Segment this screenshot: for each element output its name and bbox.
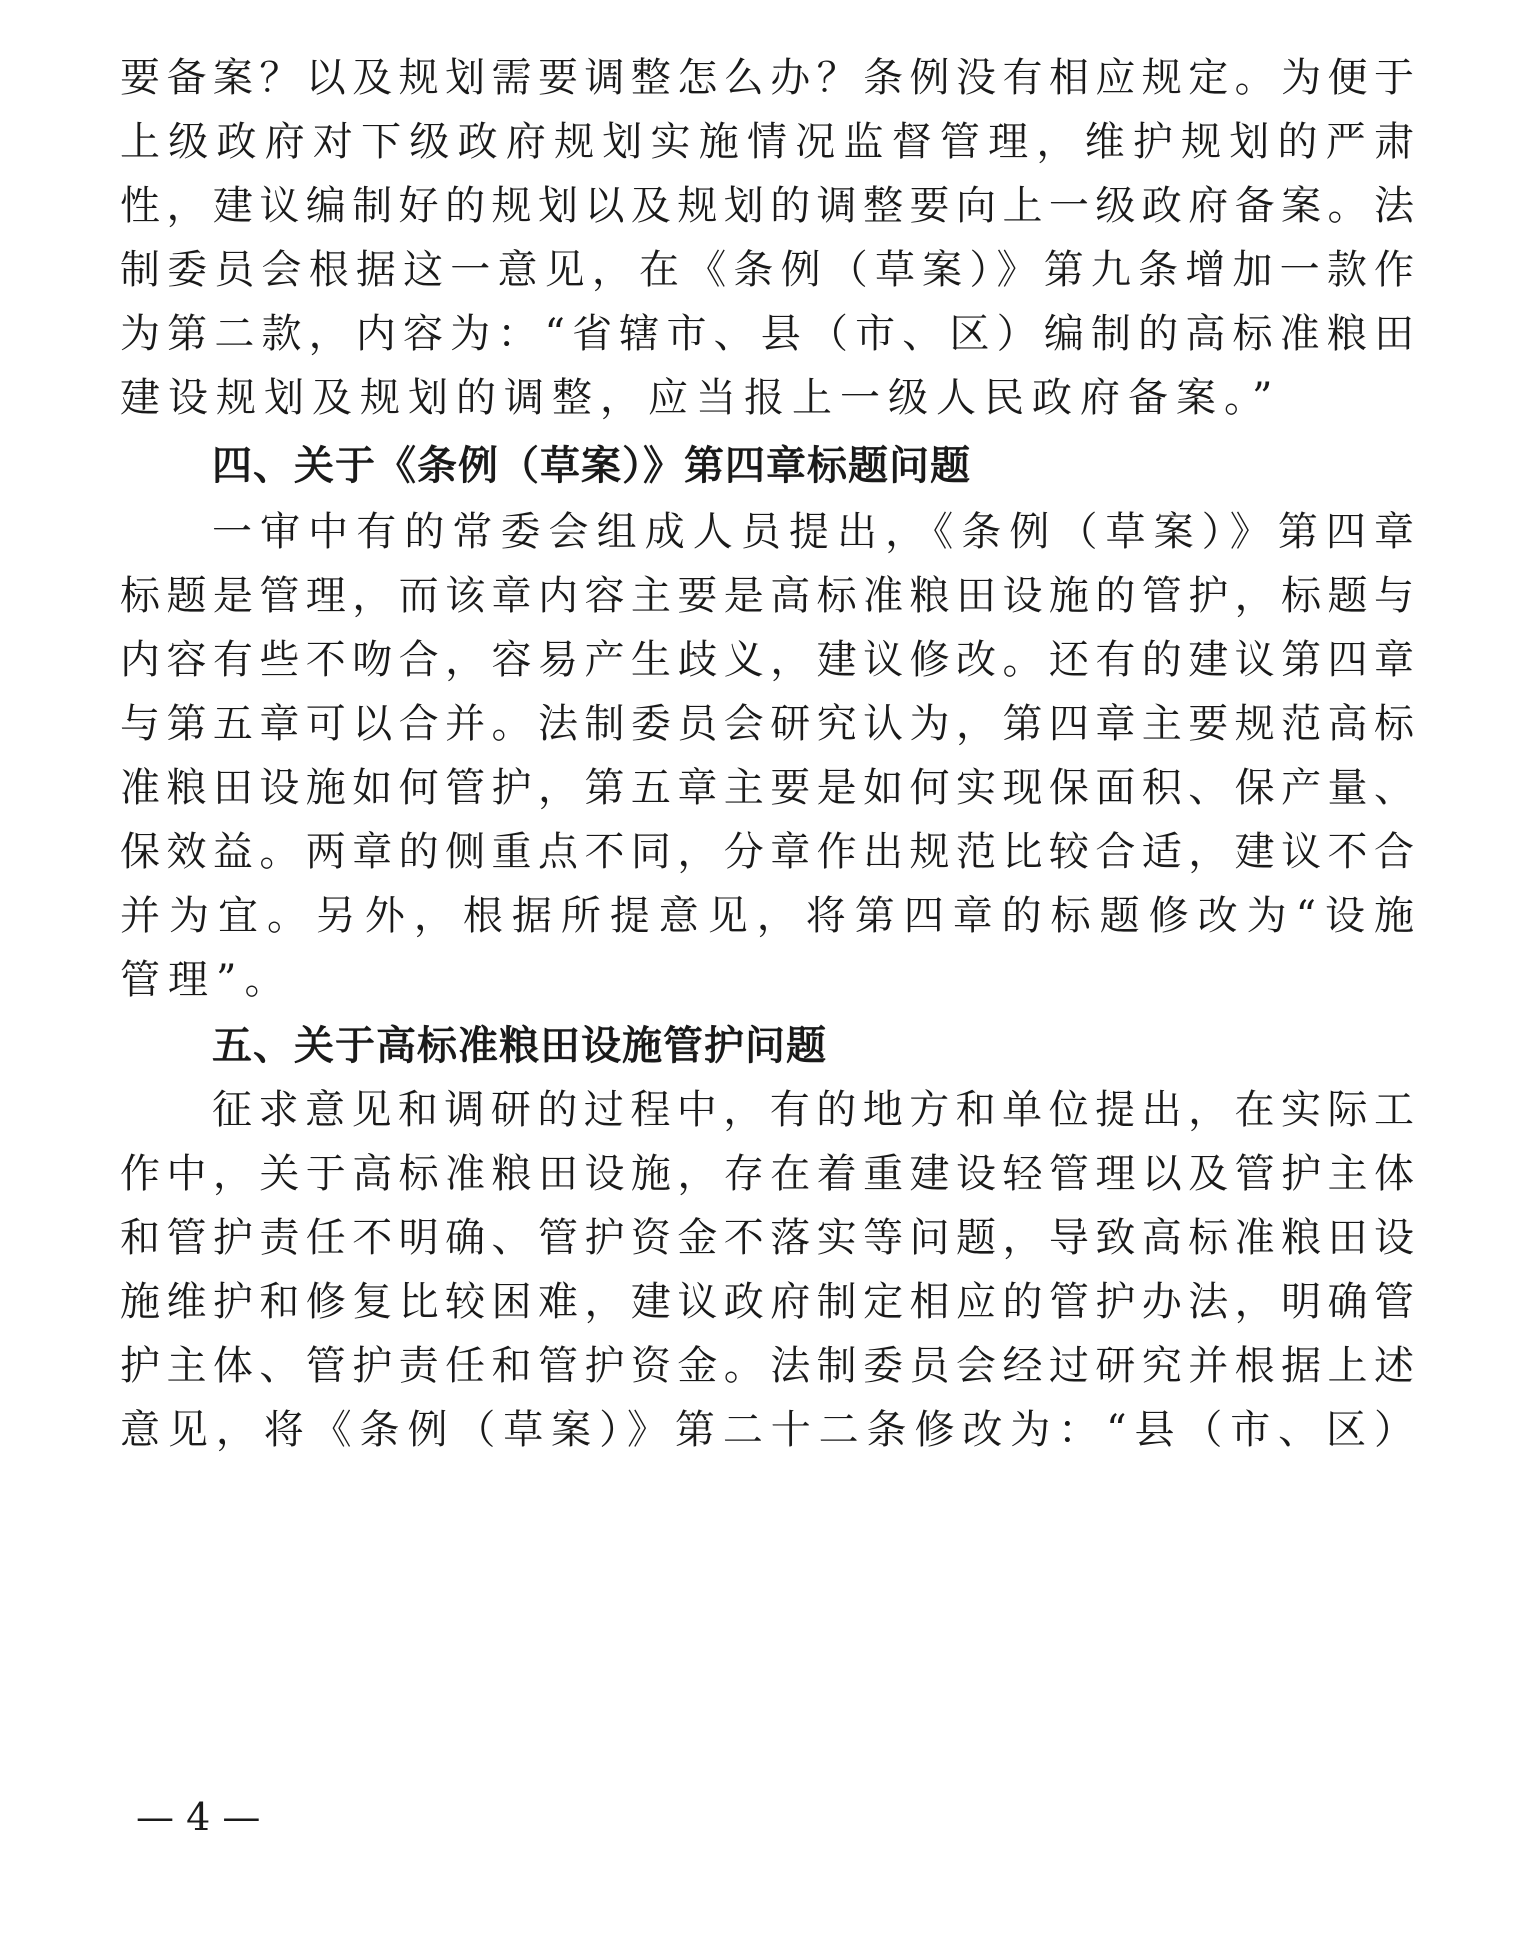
section-heading-4: 四、关于《条例（草案）》第四章标题问题: [212, 443, 971, 489]
text-line: 管理”。: [120, 957, 293, 1003]
text-line: 作中，关于高标准粮田设施，存在着重建设轻管理以及管护主体: [120, 1151, 1416, 1197]
text-line: 意见，将《条例（草案）》第二十二条修改为：“县（市、区）: [120, 1407, 1416, 1453]
text-line: 护主体、管护责任和管护资金。法制委员会经过研究并根据上述: [120, 1343, 1416, 1389]
text-line: 性，建议编制好的规划以及规划的调整要向上一级政府备案。法: [120, 183, 1416, 229]
text-line: 征求意见和调研的过程中，有的地方和单位提出，在实际工: [212, 1087, 1416, 1133]
text-line: 一审中有的常委会组成人员提出，《条例（草案）》第四章: [212, 509, 1416, 555]
text-line: 施维护和修复比较困难，建议政府制定相应的管护办法，明确管: [120, 1279, 1416, 1325]
section-heading-5: 五、关于高标准粮田设施管护问题: [212, 1023, 827, 1069]
text-line: 标题是管理，而该章内容主要是高标准粮田设施的管护，标题与: [120, 573, 1416, 619]
text-line: 要备案？以及规划需要调整怎么办？条例没有相应规定。为便于: [120, 55, 1416, 101]
text-line: 建设规划及规划的调整，应当报上一级人民政府备案。”: [120, 375, 1281, 421]
text-line: 准粮田设施如何管护，第五章主要是如何实现保面积、保产量、: [120, 765, 1416, 811]
text-line: 并为宜。另外，根据所提意见，将第四章的标题修改为“设施: [120, 893, 1416, 939]
text-line: 和管护责任不明确、管护资金不落实等问题，导致高标准粮田设: [120, 1215, 1416, 1261]
text-line: 为第二款，内容为：“省辖市、县（市、区）编制的高标准粮田: [120, 311, 1416, 357]
text-line: 内容有些不吻合，容易产生歧义，建议修改。还有的建议第四章: [120, 637, 1416, 683]
text-line: 上级政府对下级政府规划实施情况监督管理，维护规划的严肃: [120, 119, 1416, 165]
text-line: 与第五章可以合并。法制委员会研究认为，第四章主要规范高标: [120, 701, 1416, 747]
page-number: — 4 —: [136, 1795, 261, 1839]
text-line: 制委员会根据这一意见，在《条例（草案）》第九条增加一款作: [120, 247, 1416, 293]
text-line: 保效益。两章的侧重点不同，分章作出规范比较合适，建议不合: [120, 829, 1416, 875]
